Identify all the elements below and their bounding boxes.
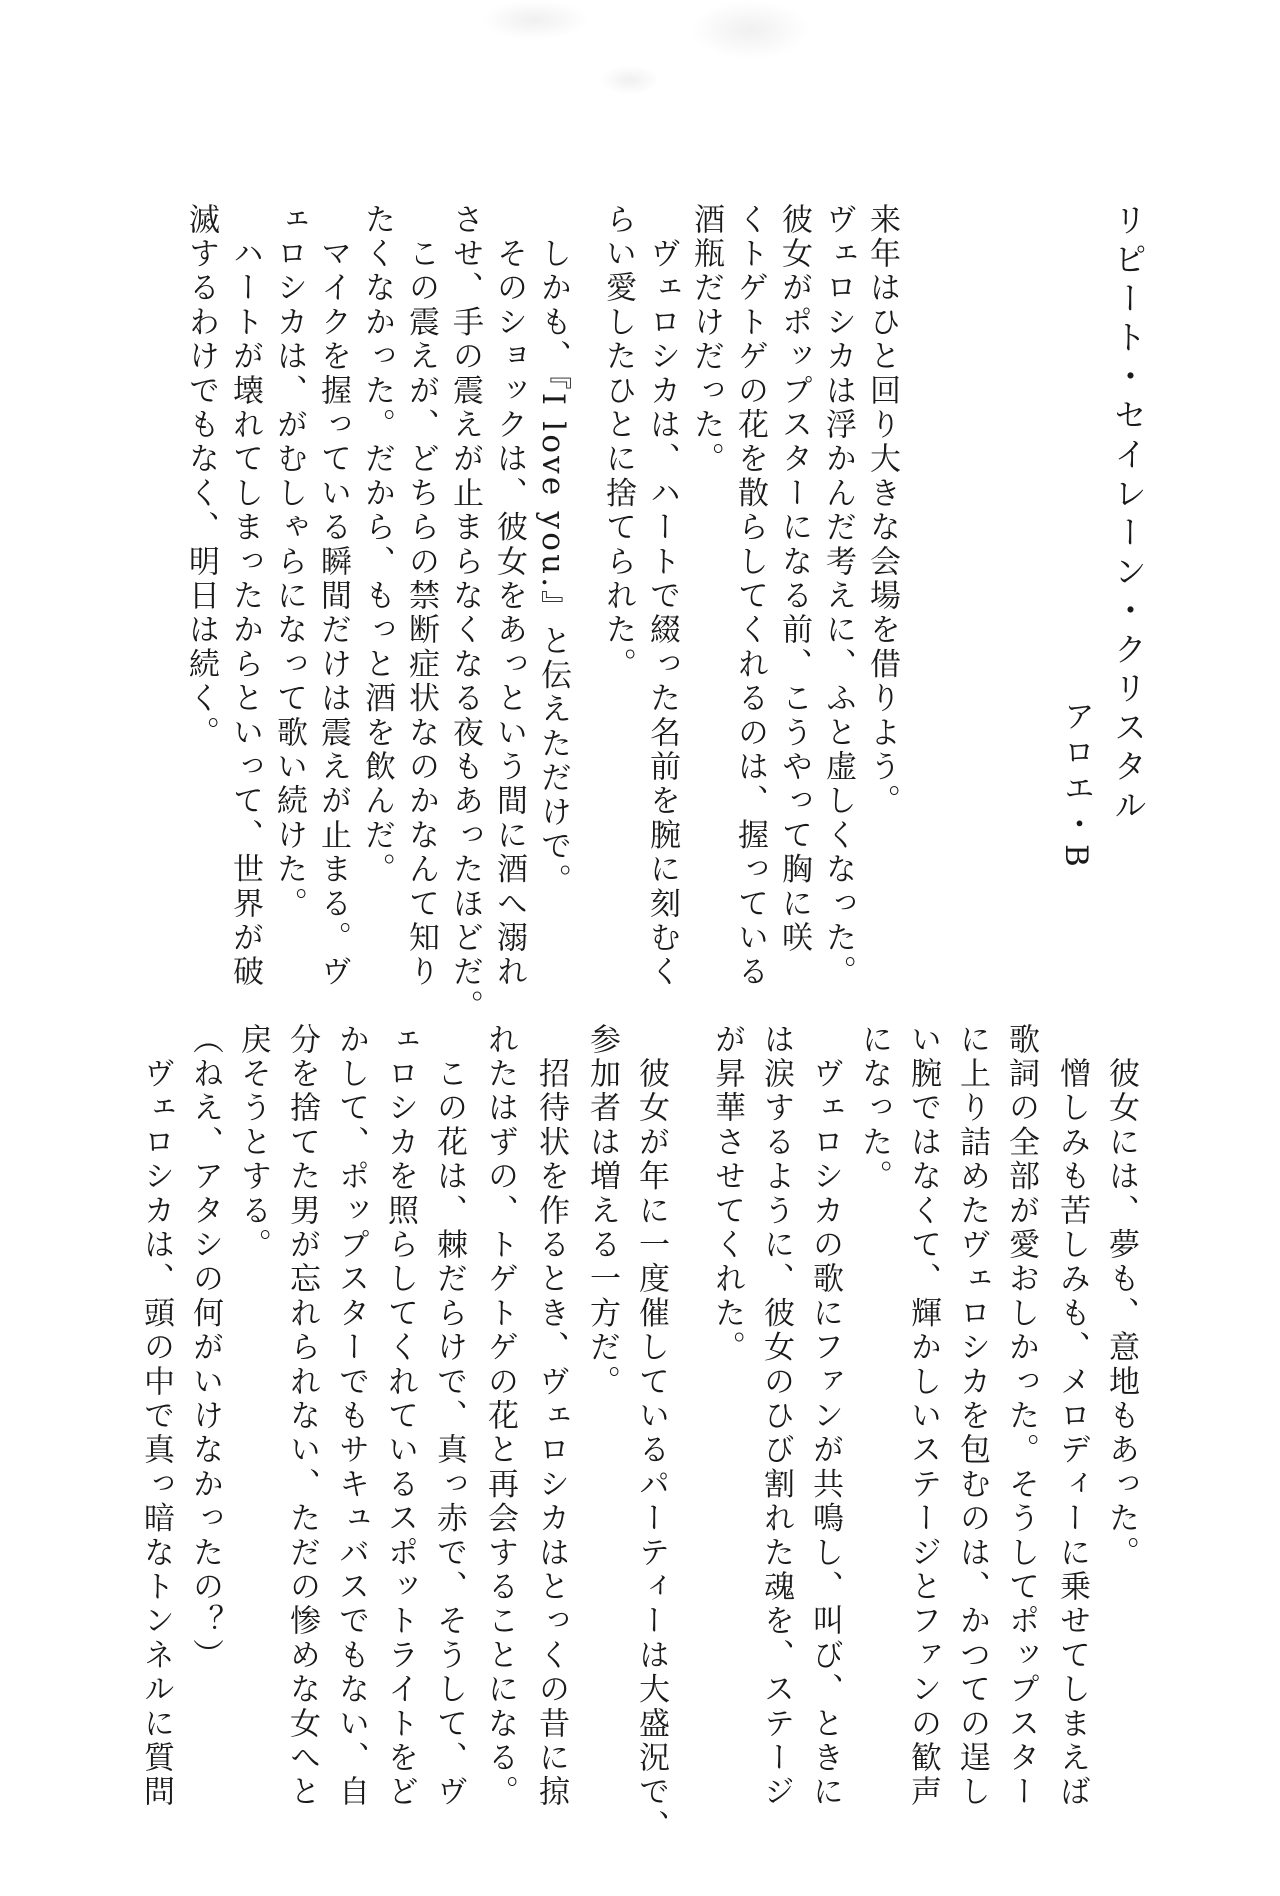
lower-text-column: 歌詞の全部が愛おしかった。そうしてポップスター — [1003, 1023, 1039, 1810]
lower-text-column: この花は、棘だらけで、真っ赤で、そうして、ヴ — [431, 1023, 467, 1810]
upper-text-column: らい愛したひとに捨てられた。 — [600, 203, 636, 682]
story-author: アロエ・B — [1058, 700, 1094, 872]
upper-text-column: ヴェロシカは、ハートで綴った名前を腕に刻むく — [644, 203, 680, 990]
upper-text-column: 酒瓶だけだった。 — [688, 203, 724, 477]
upper-text-column: しかも、『I love you.』と伝えただけで。 — [535, 203, 571, 899]
lower-text-column: に上り詰めたヴェロシカを包むのは、かつての逞し — [954, 1023, 990, 1810]
upper-text-column: 来年はひと回り大きな会場を借りよう。 — [864, 203, 900, 819]
upper-text-column: させ、手の震えが止まらなくなる夜もあったほどだ。 — [447, 203, 483, 1024]
scan-bleed-mark — [600, 65, 660, 95]
upper-text-column: くトゲトゲの花を散らしてくれるのは、握っている — [732, 203, 768, 990]
scan-bleed-mark — [480, 0, 590, 40]
lower-text-column: 彼女には、夢も、意地もあった。 — [1103, 1023, 1139, 1571]
lower-text-column: ェロシカを照らしてくれているスポットライトをど — [382, 1023, 418, 1810]
lower-text-column: は涙するように、彼女のひび割れた魂を、ステージ — [758, 1023, 794, 1810]
lower-text-column: い腕ではなくて、輝かしいステージとファンの歓声 — [905, 1023, 941, 1810]
lower-text-column: ヴェロシカの歌にファンが共鳴し、叫び、ときに — [807, 1023, 843, 1810]
lower-text-column: かして、ポップスターでもサキュバスでもない、自 — [333, 1023, 369, 1810]
lower-text-column: 彼女が年に一度催しているパーティーは大盛況で、 — [633, 1023, 669, 1844]
upper-text-column: そのショックは、彼女をあっという間に酒へ溺れ — [491, 203, 527, 990]
lower-text-column: が昇華させてくれた。 — [709, 1023, 745, 1365]
upper-text-column: 彼女がポップスターになる前、こうやって胸に咲 — [776, 203, 812, 956]
lower-text-column: 招待状を作るとき、ヴェロシカはとっくの昔に掠 — [533, 1023, 569, 1810]
lower-text-column: れたはずの、トゲトゲの花と再会することになる。 — [482, 1023, 518, 1810]
upper-text-column: ハートが壊れてしまったからといって、世界が破 — [227, 203, 263, 990]
upper-text-column: マイクを握っている瞬間だけは震えが止まる。ヴ — [315, 203, 351, 990]
lower-text-column: （ねえ、アタシの何がいけなかったの？） — [187, 1023, 223, 1673]
lower-text-column: 戻そうとする。 — [235, 1023, 271, 1263]
lower-text-column: 憎しみも苦しみも、メロディーに乗せてしまえば — [1054, 1023, 1090, 1810]
upper-text-column: ヴェロシカは浮かんだ考えに、ふと虚しくなった。 — [820, 203, 856, 990]
upper-text-column: ェロシカは、がむしゃらになって歌い続けた。 — [271, 203, 307, 922]
scan-bleed-mark — [690, 0, 810, 60]
lower-text-column: になった。 — [856, 1023, 892, 1194]
story-title: リピート・セイレーン・クリスタル — [1109, 203, 1148, 827]
lower-text-column: 分を捨てた男が忘れられない、ただの惨めな女へと — [284, 1023, 320, 1810]
lower-text-column: ヴェロシカは、頭の中で真っ暗なトンネルに質問 — [138, 1023, 174, 1810]
upper-text-column: この震えが、どちらの禁断症状なのかなんて知り — [403, 203, 439, 990]
upper-text-column: たくなかった。だから、もっと酒を飲んだ。 — [359, 203, 395, 887]
upper-text-column: 滅するわけでもなく、明日は続く。 — [183, 203, 219, 751]
lower-text-column: 参加者は増える一方だ。 — [584, 1023, 620, 1400]
